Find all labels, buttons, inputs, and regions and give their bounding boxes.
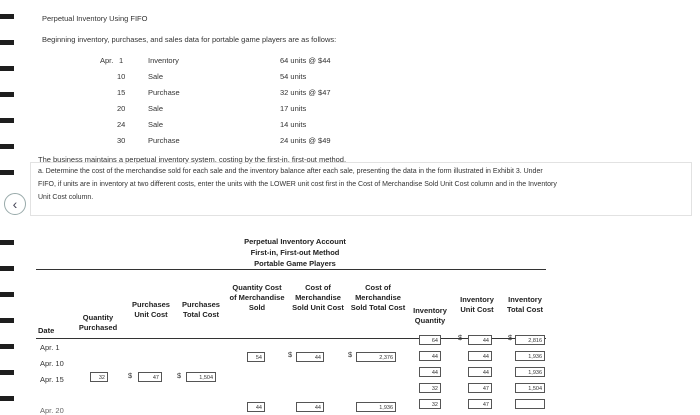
problem-intro: Beginning inventory, purchases, and sales data for portable game players are as follows:: [42, 35, 337, 44]
col-header-date: Date: [38, 326, 55, 335]
transaction-detail: 17 units: [280, 104, 307, 113]
table-subtitle: First-in, First-out Method: [250, 248, 340, 257]
inv-unit-input[interactable]: 47: [468, 399, 492, 409]
transaction-detail: 64 units @ $44: [280, 56, 331, 65]
transaction-day: 20: [117, 104, 126, 113]
instruction-text: FIFO, if units are in inventory at two different costs, enter the units with the LOWER unit cost first in the Cost of Merchandise Sold Unit Cost column and in the Inventory: [38, 181, 557, 188]
cogs-unit-input[interactable]: 44: [296, 402, 324, 412]
chevron-left-icon: ‹: [12, 196, 18, 212]
inv-total-input[interactable]: 1,936: [515, 351, 545, 361]
problem-title: Perpetual Inventory Using FIFO: [42, 14, 148, 23]
cogs-total-input[interactable]: 2,376: [356, 352, 396, 362]
table-title-rule: [36, 269, 546, 270]
col-header-inv-unit: Inventory Unit Cost: [460, 295, 494, 314]
transaction-type: Purchase: [148, 136, 180, 145]
transaction-day: 15: [117, 88, 126, 97]
row-date: Apr. 15: [40, 375, 64, 384]
cogs-total-input[interactable]: 1,936: [356, 402, 396, 412]
inv-qty-input[interactable]: 44: [419, 351, 441, 361]
col-header-cogs-total: Cost of Merchandise Sold Total Cost: [350, 283, 406, 312]
row-date: Apr. 1: [40, 343, 60, 352]
transaction-type: Inventory: [148, 56, 179, 65]
purch-qty-input[interactable]: 32: [90, 372, 108, 382]
currency-sign: $: [128, 371, 133, 380]
currency-sign: $: [508, 333, 513, 342]
inv-qty-input[interactable]: 44: [419, 367, 441, 377]
col-header-cogs-qty: Quantity Cost of Merchandise Sold: [229, 283, 285, 312]
inv-total-input[interactable]: 2,816: [515, 335, 545, 345]
transaction-day: 1: [119, 56, 124, 65]
transaction-detail: 32 units @ $47: [280, 88, 331, 97]
currency-sign: $: [348, 350, 353, 359]
transaction-detail: 54 units: [280, 72, 307, 81]
purch-total-input[interactable]: 1,504: [186, 372, 216, 382]
transaction-type: Sale: [148, 104, 164, 113]
cogs-unit-input[interactable]: 44: [296, 352, 324, 362]
transaction-detail: 14 units: [280, 120, 307, 129]
inv-unit-input[interactable]: 44: [468, 351, 492, 361]
currency-sign: $: [458, 333, 463, 342]
transaction-detail: 24 units @ $49: [280, 136, 331, 145]
cogs-qty-input[interactable]: 54: [247, 352, 265, 362]
inv-qty-input[interactable]: 32: [419, 383, 441, 393]
transaction-day: 24: [117, 120, 126, 129]
col-header-cogs-unit: Cost of Merchandise Sold Unit Cost: [292, 283, 344, 312]
col-header-inv-total: Inventory Total Cost: [506, 295, 544, 314]
inv-unit-input[interactable]: 47: [468, 383, 492, 393]
transaction-day: 10: [117, 72, 126, 81]
col-header-purch-total: Purchases Total Cost: [182, 300, 220, 319]
transaction-type: Sale: [148, 72, 164, 81]
inv-total-input[interactable]: 1,504: [515, 383, 545, 393]
instruction-text: Unit Cost column.: [38, 194, 94, 201]
purch-unit-input[interactable]: 47: [138, 372, 162, 382]
col-header-purch-unit: Purchases Unit Cost: [132, 300, 170, 319]
cogs-qty-input[interactable]: 44: [247, 402, 265, 412]
transaction-month: Apr.: [100, 56, 114, 65]
row-date: Apr. 20: [40, 406, 64, 415]
system-note: The business maintains a perpetual inventory system, costing by the first-in, first-out method.: [38, 155, 347, 164]
inv-unit-input[interactable]: 44: [468, 335, 492, 345]
transaction-type: Purchase: [148, 88, 180, 97]
transaction-type: Sale: [148, 120, 164, 129]
transaction-day: 30: [117, 136, 126, 145]
currency-sign: $: [177, 371, 182, 380]
inv-total-input[interactable]: 1,936: [515, 367, 545, 377]
table-subtitle: Portable Game Players: [254, 259, 336, 268]
col-header-purch-qty: Quantity Purchased: [78, 313, 118, 332]
table-title: Perpetual Inventory Account: [244, 237, 346, 246]
inv-total-input[interactable]: [515, 399, 545, 409]
row-date: Apr. 10: [40, 359, 64, 368]
instruction-text: a. Determine the cost of the merchandise sold for each sale and the inventory balance after each sale, presenting the data in the form illustrated in Exhibit 3. Under: [38, 168, 543, 175]
back-nav-button[interactable]: [4, 193, 26, 215]
inv-qty-input[interactable]: 32: [419, 399, 441, 409]
currency-sign: $: [288, 350, 293, 359]
inv-unit-input[interactable]: 44: [468, 367, 492, 377]
inv-qty-input[interactable]: 64: [419, 335, 441, 345]
col-header-inv-qty: Inventory Quantity: [413, 306, 447, 325]
